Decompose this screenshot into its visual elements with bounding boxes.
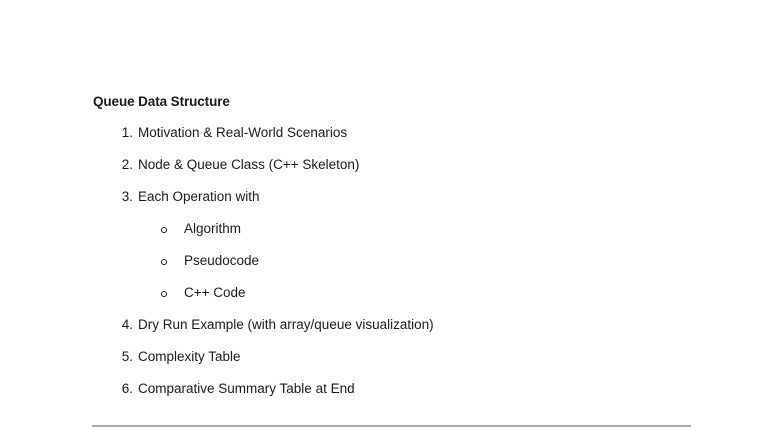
list-item-number: 3. (121, 189, 133, 204)
document-title: Queue Data Structure (93, 94, 230, 109)
list-item-text: Node & Queue Class (C++ Skeleton) (138, 157, 360, 172)
hollow-bullet-icon (161, 259, 167, 265)
list-item-text: Comparative Summary Table at End (138, 381, 355, 396)
sub-list-item-text: Algorithm (184, 221, 242, 236)
list-item-text: Complexity Table (138, 349, 241, 364)
list-item-text: Dry Run Example (with array/queue visualization) (138, 317, 434, 332)
list-item-number: 1. (121, 125, 133, 140)
list-item-number: 6. (121, 381, 133, 396)
sub-list-item-text: Pseudocode (184, 253, 260, 268)
list-item-text: Motivation & Real-World Scenarios (138, 125, 348, 140)
list-item-number: 4. (121, 317, 133, 332)
list-item-number: 2. (121, 157, 133, 172)
list-item-number: 5. (121, 349, 133, 364)
hollow-bullet-icon (161, 227, 167, 233)
horizontal-divider (92, 425, 691, 427)
list-item-text: Each Operation with (138, 189, 260, 204)
sub-list-item-text: C++ Code (184, 285, 246, 300)
hollow-bullet-icon (161, 291, 167, 297)
